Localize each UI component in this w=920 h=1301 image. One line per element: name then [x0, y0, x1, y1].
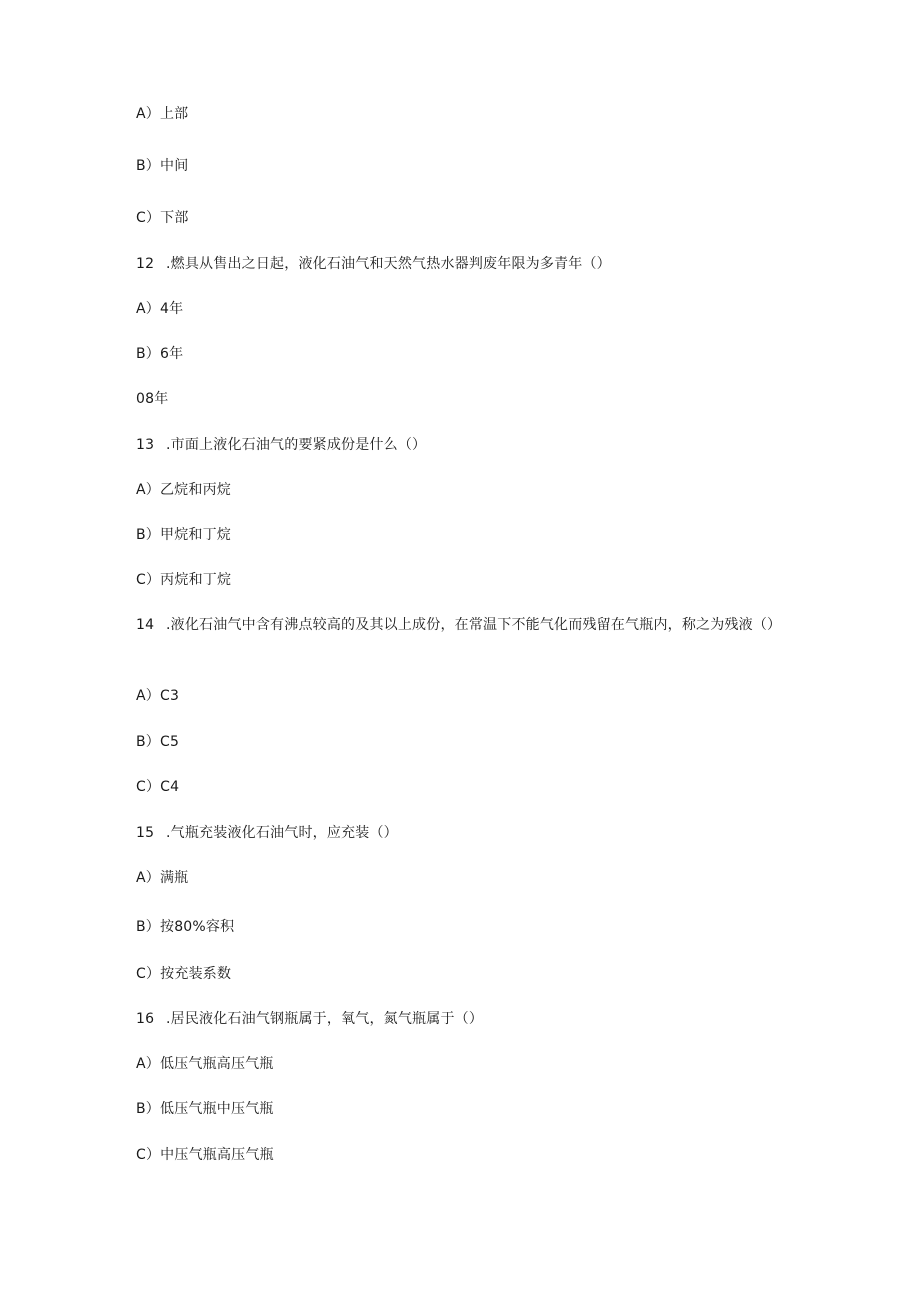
question-12 [136, 254, 611, 274]
option-q16-a: A）低压气瓶高压气瓶 [136, 1056, 274, 1072]
option-q12-b: B）6年 [136, 346, 184, 362]
option-q15-c: C）按充装系数 [136, 966, 232, 982]
option-q12-a: A）4年 [136, 301, 184, 317]
question-13 [136, 435, 426, 455]
option-q16-b: B）低压气瓶中压气瓶 [136, 1101, 274, 1117]
question-number: 14 [136, 617, 155, 633]
question-number: 13 [136, 437, 155, 453]
question-14 [136, 613, 786, 637]
question-text: .居民液化石油气钢瓶属于，氧气，氮气瓶属于（） [166, 1011, 484, 1027]
option-q16-c: C）中压气瓶高压气瓶 [136, 1147, 274, 1163]
option-q14-c: C）C4 [136, 779, 180, 795]
option-q13-b: B）甲烷和丁烷 [136, 527, 232, 543]
question-number: 12 [136, 256, 155, 272]
option-q11-c: C）下部 [136, 210, 189, 226]
option-q15-b: B）按80%容积 [136, 919, 235, 935]
option-q13-c: C）丙烷和丁烷 [136, 572, 232, 588]
question-text: .液化石油气中含有沸点较高的及其以上成份，在常温下不能气化而残留在气瓶内，称之为残液（） [166, 617, 782, 633]
question-text: .市面上液化石油气的要紧成份是什么（） [166, 437, 427, 453]
question-16 [136, 1009, 483, 1029]
option-q15-a: A）满瓶 [136, 870, 189, 886]
question-number: 16 [136, 1011, 155, 1027]
question-text: .气瓶充装液化石油气时，应充装（） [166, 825, 398, 841]
question-text: .燃具从售出之日起，液化石油气和天然气热水器判废年限为多青年（） [166, 256, 611, 272]
option-q14-b: B）C5 [136, 734, 180, 750]
option-q14-a: A）C3 [136, 688, 180, 704]
option-q11-a: A）上部 [136, 106, 189, 122]
option-q12-c: 08年 [136, 391, 169, 407]
question-15 [136, 823, 398, 843]
option-q11-b: B）中间 [136, 158, 189, 174]
question-number: 15 [136, 825, 155, 841]
option-q13-a: A）乙烷和丙烷 [136, 482, 231, 498]
